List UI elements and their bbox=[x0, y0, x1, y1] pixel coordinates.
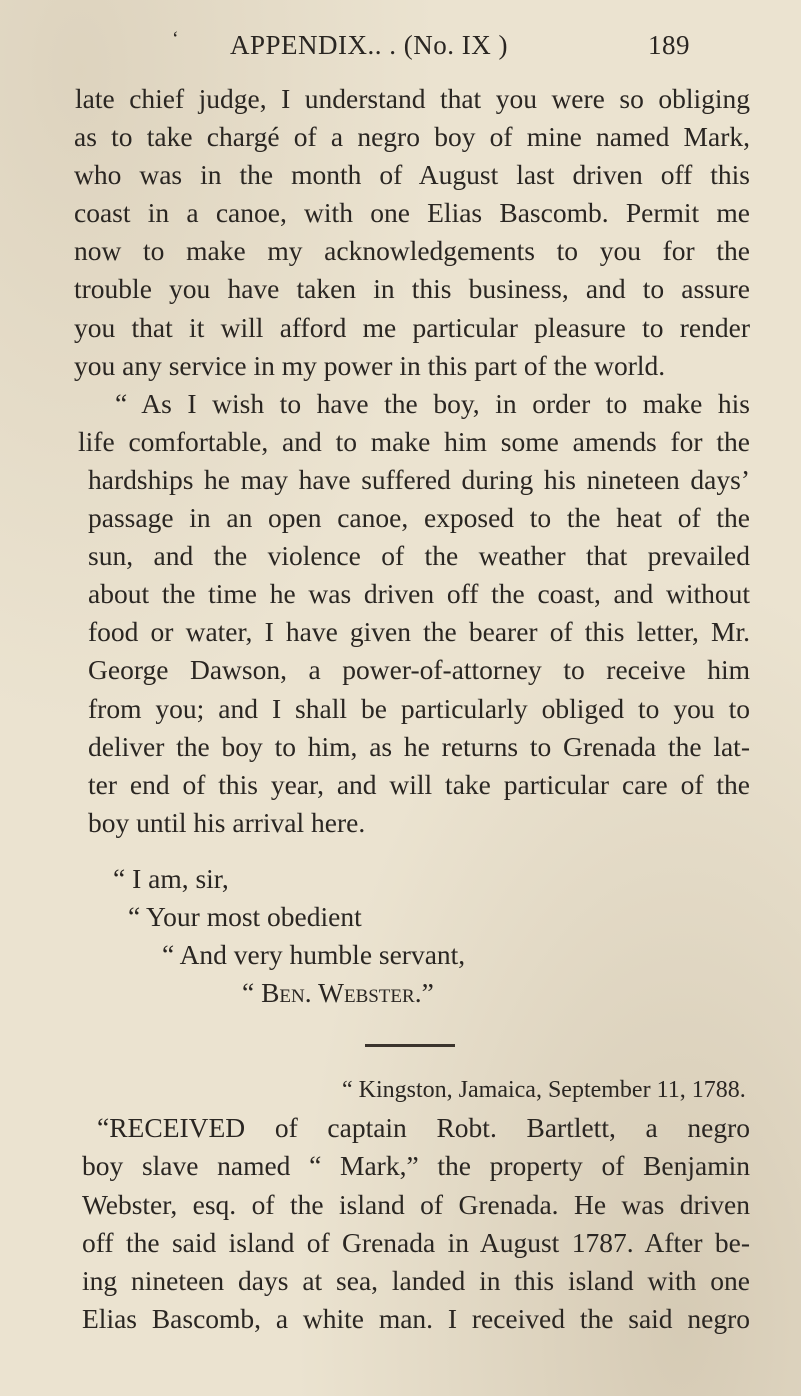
running-head: APPENDIX.. . (No. IX ) bbox=[230, 30, 508, 60]
header-mark: ‘ bbox=[172, 28, 180, 50]
text-line: about the time he was driven off the coast, and without bbox=[88, 578, 750, 610]
text-line: late chief judge, I understand that you were so obliging bbox=[75, 83, 750, 114]
signature: “ Ben. Webster.” bbox=[242, 977, 434, 1009]
text-line: coast in a canoe, with one Elias Bascomb. Permit me bbox=[74, 197, 750, 229]
text-line: Elias Bascomb, a white man. I received the said negro bbox=[82, 1302, 750, 1334]
text-line: hardships he may have suffered during his nineteen days’ bbox=[88, 463, 750, 495]
closing-line: “ Your most obedient bbox=[128, 900, 362, 932]
page-header bbox=[130, 30, 690, 70]
text-line: ing nineteen days at sea, landed in this island with one bbox=[82, 1264, 750, 1296]
text-line: you that it will afford me particular pleasure to render bbox=[74, 311, 750, 343]
text-line: “ As I wish to have the boy, in order to make his bbox=[115, 387, 750, 419]
text-line: trouble you have taken in this business, and to assure bbox=[74, 273, 750, 305]
receipt-dateline: “ Kingston, Jamaica, September 11, 1788. bbox=[342, 1077, 746, 1104]
text-line: boy until his arrival here. bbox=[88, 806, 366, 838]
text-line: you any service in my power in this part of the world. bbox=[74, 349, 666, 381]
text-line: deliver the boy to him, as he returns to Grenada the lat- bbox=[88, 730, 750, 762]
text-line: George Dawson, a power-of-attorney to receive him bbox=[88, 654, 750, 686]
text-line: as to take chargé of a negro boy of mine named Mark, bbox=[74, 121, 750, 153]
text-line: “RECEIVED of captain Robt. Bartlett, a negro bbox=[97, 1112, 750, 1144]
text-line: who was in the month of August last driven off this bbox=[74, 159, 750, 191]
page-number: 189 bbox=[648, 30, 690, 60]
text-line: passage in an open canoe, exposed to the heat of the bbox=[88, 502, 750, 534]
closing-line: “ And very humble servant, bbox=[162, 939, 466, 971]
text-line: food or water, I have given the bearer of this letter, Mr. bbox=[88, 616, 750, 648]
closing-line: “ I am, sir, bbox=[113, 862, 229, 894]
text-line: Webster, esq. of the island of Grenada. He was driven bbox=[82, 1188, 750, 1220]
text-line: sun, and the violence of the weather that prevailed bbox=[88, 540, 750, 572]
text-line: now to make my acknowledgements to you for the bbox=[74, 235, 750, 267]
text-line: ter end of this year, and will take particular care of the bbox=[88, 768, 750, 800]
section-divider bbox=[365, 1044, 455, 1047]
text-line: boy slave named “ Mark,” the property of Benjamin bbox=[82, 1150, 750, 1182]
text-line: from you; and I shall be particularly obliged to you to bbox=[88, 692, 750, 724]
text-line: life comfortable, and to make him some amends for the bbox=[78, 425, 750, 457]
text-line: off the said island of Grenada in August 1787. After be- bbox=[82, 1226, 750, 1258]
page-body bbox=[60, 80, 750, 1338]
